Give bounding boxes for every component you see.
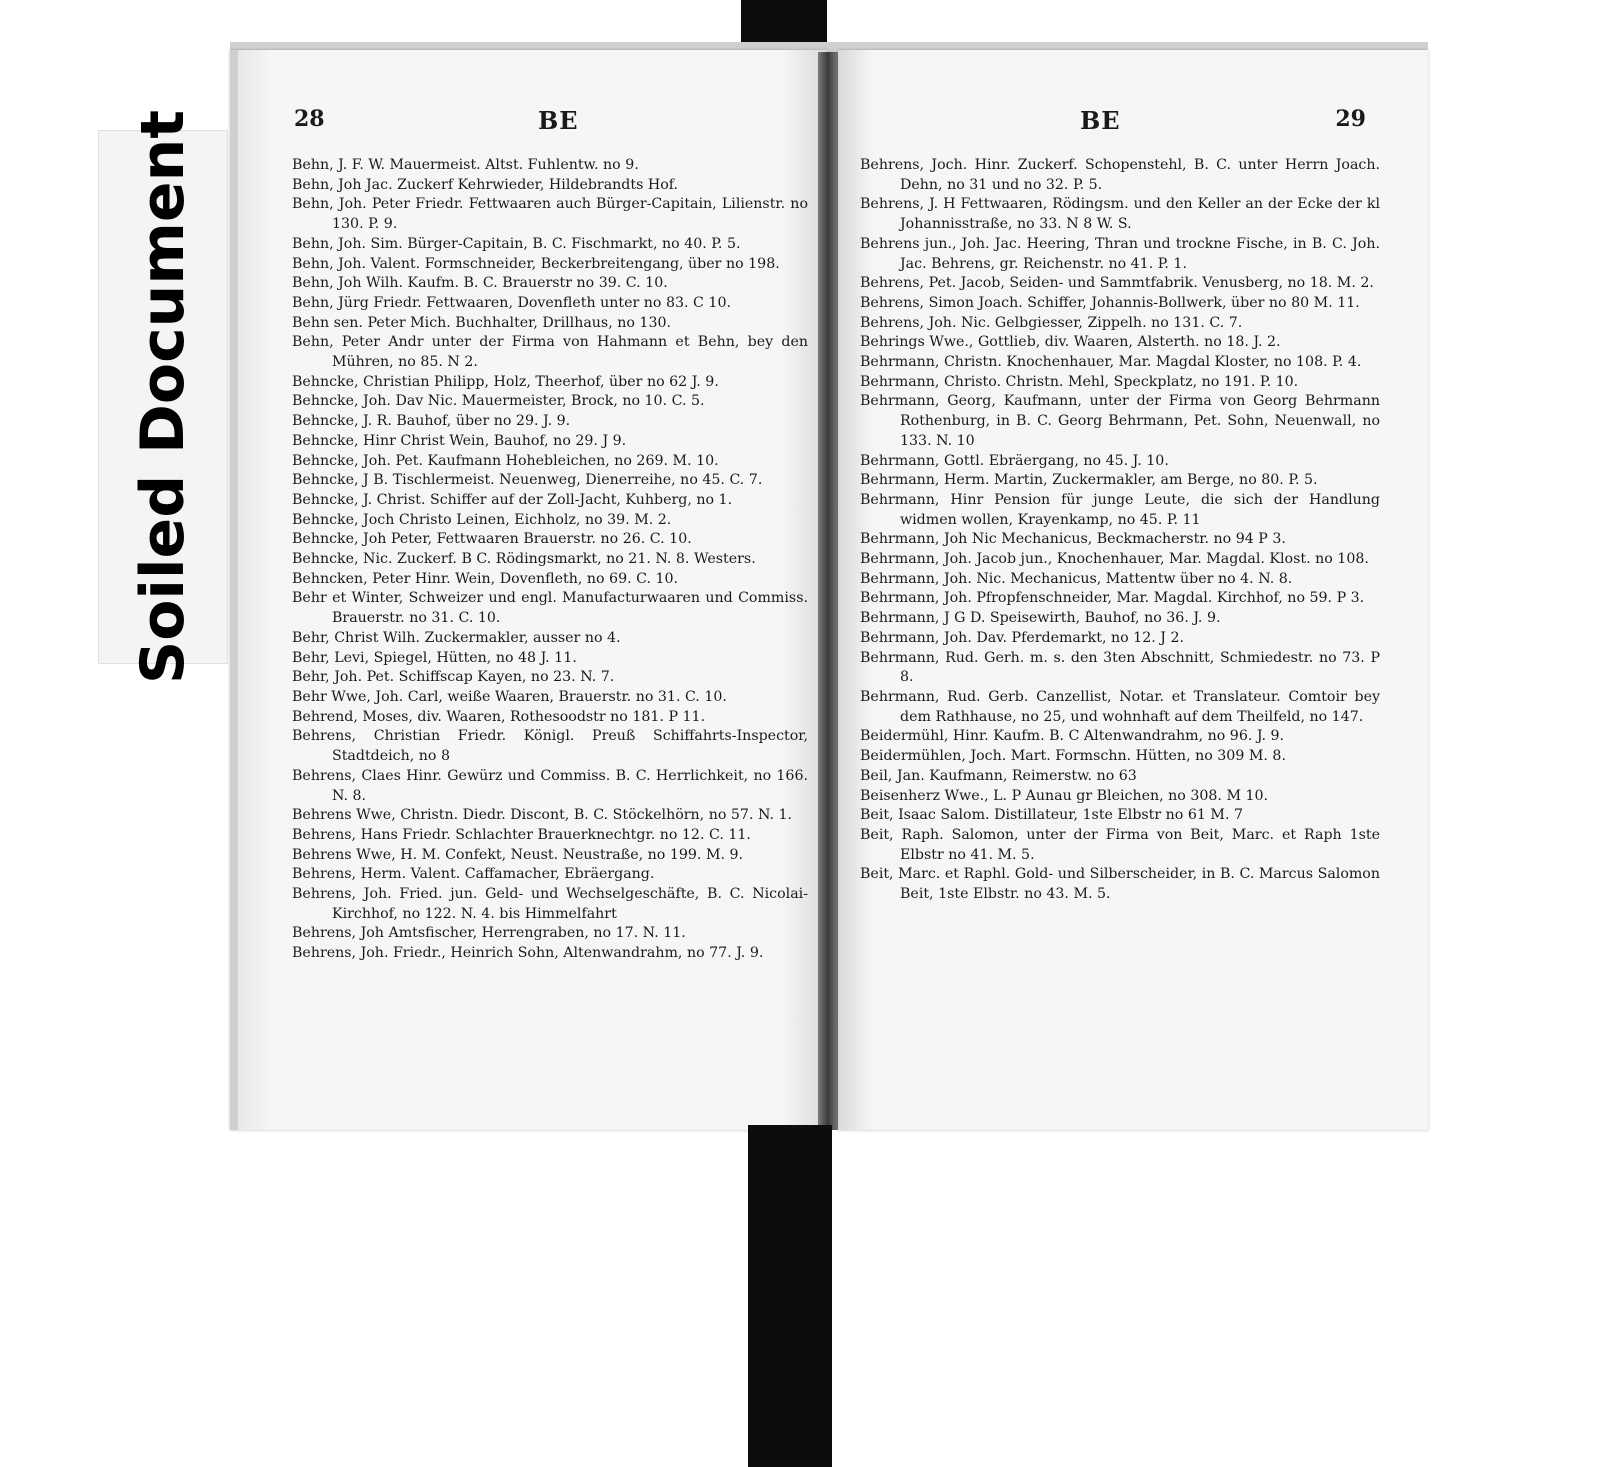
directory-entry: Behncke, Joch Christo Leinen, Eichholz, no 39. M. 2. <box>292 511 672 528</box>
directory-entry: Behncken, Peter Hinr. Wein, Dovenfleth, no 69. C. 10. <box>292 570 679 587</box>
directory-entry: Behrmann, Christo. Christn. Mehl, Speckplatz, no 191. P. 10. <box>860 373 1299 390</box>
directory-entry: Behn, Peter Andr unter der Firma von Hahmann et Behn, bey den Mühren, no 85. N 2. <box>292 334 808 371</box>
directory-entry: Behncke, J. R. Bauhof, über no 29. J. 9. <box>292 413 571 430</box>
directory-entry: Behrens, Hans Friedr. Schlachter Brauerknechtgr. no 12. C. 11. <box>292 826 751 843</box>
directory-entry: Behrens, Joh. Nic. Gelbgiesser, Zippelh. no 131. C. 7. <box>860 314 1243 331</box>
directory-entry: Behrens Wwe, Christn. Diedr. Discont, B. C. Stöckelhörn, no 57. N. 1. <box>292 807 793 824</box>
directory-entry: Behn, J. F. W. Mauermeist. Altst. Fuhlentw. no 9. <box>292 157 639 173</box>
right-page <box>838 50 1428 1130</box>
directory-entry: Beit, Marc. et Raphl. Gold- und Silberscheider, in B. C. Marcus Salomon Beit, 1ste Elbstr. no 43. M. 5. <box>860 866 1380 903</box>
directory-entry: Behrens, Joh Amtsfischer, Herrengraben, no 17. N. 11. <box>292 925 686 942</box>
directory-entry: Behn sen. Peter Mich. Buchhalter, Drillhaus, no 130. <box>292 314 672 331</box>
directory-entry: Behncke, Hinr Christ Wein, Bauhof, no 29. J 9. <box>292 432 627 449</box>
book-gutter <box>818 52 840 1130</box>
directory-entry: Behrend, Moses, div. Waaren, Rothesoodstr no 181. P 11. <box>292 708 706 725</box>
page-number: 28 <box>294 106 325 132</box>
directory-entry: Behrens, Simon Joach. Schiffer, Johannis-Bollwerk, über no 80 M. 11. <box>860 294 1360 311</box>
directory-entries <box>860 156 1380 905</box>
directory-entry: Behrmann, Gottl. Ebräergang, no 45. J. 10. <box>860 452 1169 469</box>
directory-entry: Behn, Joh. Sim. Bürger-Capitain, B. C. Fischmarkt, no 40. P. 5. <box>292 235 741 252</box>
running-head: BE <box>1080 106 1121 135</box>
directory-entry: Behrmann, Christn. Knochenhauer, Mar. Magdal Kloster, no 108. P. 4. <box>860 354 1362 371</box>
directory-entry: Behn, Joh Wilh. Kaufm. B. C. Brauerstr no 39. C. 10. <box>292 275 668 292</box>
directory-entry: Behrings Wwe., Gottlieb, div. Waaren, Alsterth. no 18. J. 2. <box>860 334 1281 351</box>
directory-entry: Behr Wwe, Joh. Carl, weiße Waaren, Brauerstr. no 31. C. 10. <box>292 688 727 705</box>
directory-entry: Behr et Winter, Schweizer und engl. Manufacturwaaren und Commiss. Brauerstr. no 31. C. 10. <box>292 590 808 627</box>
directory-entry: Behrens, J. H Fettwaaren, Rödingsm. und den Keller an der Ecke der kl Johannisstraße, no 33. N 8 W. S. <box>860 196 1380 233</box>
directory-entry: Beidermühl, Hinr. Kaufm. B. C Altenwandrahm, no 96. J. 9. <box>860 728 1285 745</box>
directory-entry: Behncke, Christian Philipp, Holz, Theerhof, über no 62 J. 9. <box>292 373 719 390</box>
directory-entry: Behrmann, J G D. Speisewirth, Bauhof, no 36. J. 9. <box>860 610 1221 627</box>
directory-entry: Behrmann, Joh. Nic. Mechanicus, Mattentw über no 4. N. 8. <box>860 570 1293 587</box>
directory-entry: Behrens, Christian Friedr. Königl. Preuß Schiffahrts-Inspector, Stadtdeich, no 8 <box>292 728 808 765</box>
directory-entry: Behrmann, Joh. Pfropfenschneider, Mar. Magdal. Kirchhof, no 59. P 3. <box>860 590 1365 607</box>
directory-entry: Beidermühlen, Joch. Mart. Formschn. Hütten, no 309 M. 8. <box>860 748 1286 765</box>
directory-entry: Behncke, J. Christ. Schiffer auf der Zoll-Jacht, Kuhberg, no 1. <box>292 491 733 508</box>
left-page <box>230 50 828 1130</box>
directory-entry: Beil, Jan. Kaufmann, Reimerstw. no 63 <box>860 767 1137 784</box>
running-head: BE <box>538 106 579 135</box>
directory-entry: Behncke, Joh. Pet. Kaufmann Hohebleichen, no 269. M. 10. <box>292 452 719 469</box>
directory-entry: Beit, Isaac Salom. Distillateur, 1ste Elbstr no 61 M. 7 <box>860 807 1243 824</box>
directory-entry: Behrens, Joh. Friedr., Heinrich Sohn, Altenwandrahm, no 77. J. 9. <box>292 945 764 962</box>
directory-entries <box>292 156 808 964</box>
directory-entry: Behr, Joh. Pet. Schiffscap Kayen, no 23. N. 7. <box>292 669 615 686</box>
directory-entry: Behncke, Joh. Dav Nic. Mauermeister, Brock, no 10. C. 5. <box>292 393 705 410</box>
directory-entry: Behrens, Joh. Fried. jun. Geld- und Wechselgeschäfte, B. C. Nicolai-Kirchhof, no 122. N. 4. bis Himmelfahrt <box>292 886 808 922</box>
directory-entry: Behrmann, Herm. Martin, Zuckermakler, am Berge, no 80. P. 5. <box>860 472 1318 489</box>
page-number: 29 <box>1335 106 1366 132</box>
directory-entry: Behrmann, Joh. Jacob jun., Knochenhauer, Mar. Magdal. Klost. no 108. <box>860 551 1369 568</box>
directory-entry: Behncke, Joh Peter, Fettwaaren Brauerstr. no 26. C. 10. <box>292 531 692 548</box>
directory-entry: Behrmann, Rud. Gerh. m. s. den 3ten Abschnitt, Schmiedestr. no 73. P 8. <box>860 649 1380 686</box>
directory-entry: Behrens, Claes Hinr. Gewürz und Commiss. B. C. Herrlichkeit, no 166. N. 8. <box>292 767 808 804</box>
directory-entry: Behrmann, Georg, Kaufmann, unter der Firma von Georg Behrmann Rothenburg, in B. C. Georg Behrmann, Pet. Sohn, Neuenwall, no 133. N. 10 <box>860 393 1380 449</box>
directory-entry: Behrmann, Joh Nic Mechanicus, Beckmacherstr. no 94 P 3. <box>860 531 1286 548</box>
soiled-document-label-text: Soiled Document <box>128 109 199 685</box>
directory-entry: Beisenherz Wwe., L. P Aunau gr Bleichen, no 308. M 10. <box>860 787 1269 804</box>
directory-entry: Behrens Wwe, H. M. Confekt, Neust. Neustraße, no 199. M. 9. <box>292 846 744 863</box>
directory-entry: Behrens jun., Joh. Jac. Heering, Thran und trockne Fische, in B. C. Joh. Jac. Behrens, gr. Reichenstr. no 41. P. 1. <box>860 235 1380 272</box>
directory-entry: Behrens, Pet. Jacob, Seiden- und Sammtfabrik. Venusberg, no 18. M. 2. <box>860 275 1374 292</box>
directory-entry: Behn, Joh. Peter Friedr. Fettwaaren auch Bürger-Capitain, Lilienstr. no 130. P. 9. <box>292 196 808 233</box>
directory-entry: Beit, Raph. Salomon, unter der Firma von Beit, Marc. et Raph 1ste Elbstr no 41. M. 5. <box>860 826 1380 863</box>
directory-entry: Behn, Joh. Valent. Formschneider, Beckerbreitengang, über no 198. <box>292 255 780 272</box>
directory-entry: Behrmann, Joh. Dav. Pferdemarkt, no 12. J 2. <box>860 629 1184 646</box>
directory-entry: Behrmann, Hinr Pension für junge Leute, die sich der Handlung widmen wollen, Krayenkamp, no 45. P. 11 <box>860 491 1380 528</box>
directory-entry: Behncke, J B. Tischlermeist. Neuenweg, Dienerreihe, no 45. C. 7. <box>292 472 763 489</box>
bookmark-ribbon-bottom <box>748 1125 832 1467</box>
directory-entry: Behn, Joh Jac. Zuckerf Kehrwieder, Hildebrandts Hof. <box>292 176 679 193</box>
directory-entry: Behr, Christ Wilh. Zuckermakler, ausser no 4. <box>292 629 621 646</box>
directory-entry: Behncke, Nic. Zuckerf. B C. Rödingsmarkt, no 21. N. 8. Westers. <box>292 551 756 568</box>
directory-entry: Behn, Jürg Friedr. Fettwaaren, Dovenfleth unter no 83. C 10. <box>292 294 731 311</box>
open-book <box>190 40 1420 1140</box>
directory-entry: Behrens, Herm. Valent. Caffamacher, Ebräergang. <box>292 866 655 883</box>
directory-entry: Behrens, Joch. Hinr. Zuckerf. Schopenstehl, B. C. unter Herrn Joach. Dehn, no 31 und no 32. P. 5. <box>860 157 1380 193</box>
directory-entry: Behrmann, Rud. Gerb. Canzellist, Notar. et Translateur. Comtoir bey dem Rathhause, no 25, und wohnhaft auf dem Theilfeld, no 147. <box>860 688 1380 725</box>
directory-entry: Behr, Levi, Spiegel, Hütten, no 48 J. 11. <box>292 649 577 666</box>
